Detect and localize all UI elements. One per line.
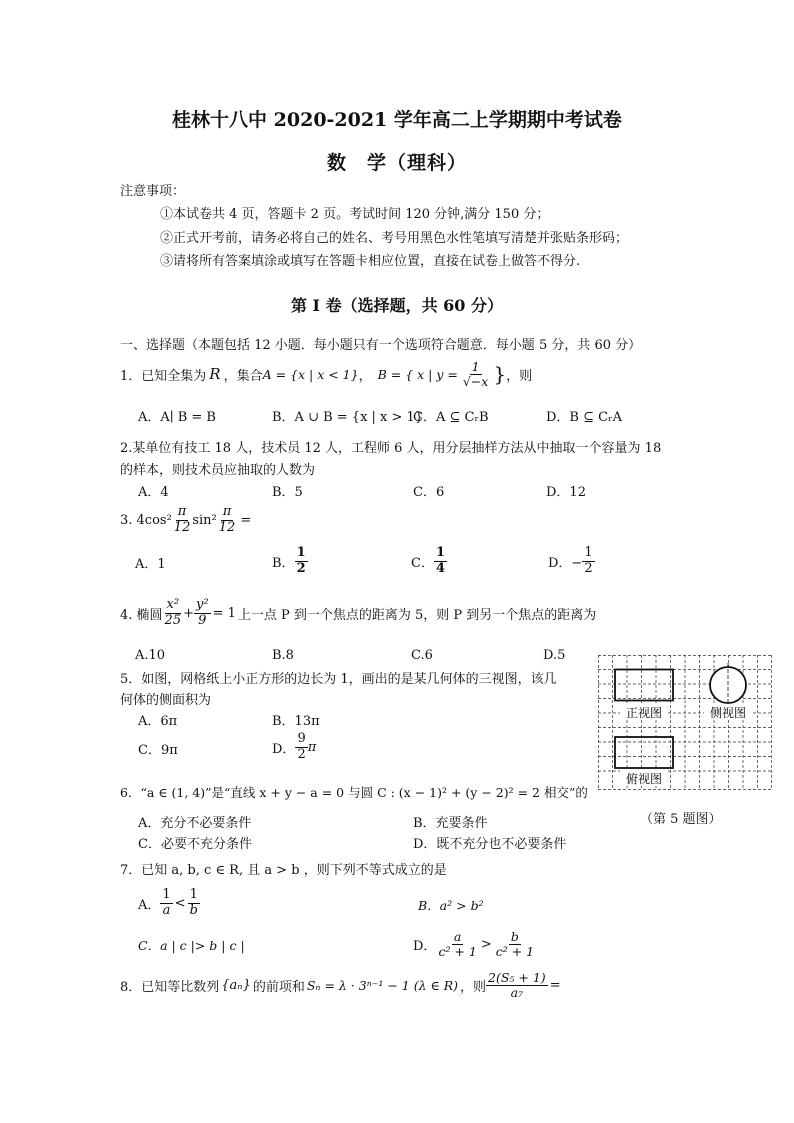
q8-text-a: 8．已知等比数列: [120, 979, 220, 995]
q7-option-c: C．a | c |> b | c |: [138, 938, 245, 953]
q5-line-1: 5．如图，网格纸上小正方形的边长为 1，画出的是某几何体的三视图，该几: [120, 672, 557, 687]
q3-option-a: A．1: [135, 557, 166, 572]
q4-frac-x: [163, 598, 184, 628]
q2-option-b: B．5: [272, 485, 303, 500]
q5-option-c: C．9π: [138, 743, 178, 758]
q1-text-b: ，集合: [223, 368, 263, 384]
side-view-label: 侧视图: [709, 706, 747, 720]
q8-fraction: [486, 971, 548, 1000]
q7-option-d: [413, 926, 536, 962]
q4-text: 上一点 P 到一个焦点的距离为 5，则 P 到另一个焦点的距离为: [237, 607, 597, 623]
q3-sin: sin²: [192, 512, 217, 528]
three-view-figure: [598, 655, 772, 790]
q2-line-2: 的样本，则技术员应抽取的人数为: [120, 463, 316, 478]
q7-gt: >: [480, 936, 492, 952]
q4-option-c: C.6: [411, 648, 433, 663]
q3-c-den: 4: [435, 560, 445, 576]
q6-stem: 6．“a ∈ (1, 4)”是“直线 x + y − a = 0 与圆 C : (x − 1)² + (y − 2)² = 2 相交”的: [120, 785, 588, 800]
q4-option-d: D.5: [543, 648, 566, 663]
q4-y2: y²: [196, 597, 209, 613]
exam-subtitle: 数 学（理科）: [326, 152, 467, 174]
q5-line-2: 何体的侧面积为: [120, 693, 212, 708]
q3-option-c-fraction: [434, 546, 447, 576]
q3-prefix: 3. 4cos²: [120, 512, 172, 528]
q1-text-c: ，则: [506, 368, 533, 384]
q6-option-a: A．充分不必要条件: [138, 816, 252, 831]
q7-option-d-label: D．: [413, 938, 437, 954]
q7-d-frac1: [436, 930, 478, 959]
q8-text-c: ，则: [460, 979, 487, 995]
q1-text-a: 1．已知全集为: [120, 368, 207, 384]
q5-option-d: [272, 729, 316, 765]
q1-option-b: B．A ∪ B = {x | x > 1}: [272, 410, 424, 425]
q5-option-a: A．6π: [138, 714, 178, 729]
exam-title: 桂林十八中 2020-2021 学年高二上学期期中考试卷: [172, 109, 622, 131]
q4-option-b: B.8: [272, 648, 294, 663]
q5-d-den: 2: [297, 746, 306, 762]
q3-equals: =: [240, 512, 252, 528]
q8-num: 2(S₅ + 1): [488, 969, 546, 985]
q3-b-den: 2: [296, 560, 306, 576]
q1-set-b-fraction: [461, 360, 491, 389]
q3-d-num: 1: [584, 545, 593, 561]
q7-d-den1: c² + 1: [438, 943, 477, 959]
q3-b-num: 1: [296, 545, 306, 561]
front-view-rect: [615, 670, 673, 701]
figure-caption: （第 5 题图）: [640, 812, 722, 827]
q5-d-num: 9: [297, 731, 306, 747]
q8-sequence: {aₙ}: [221, 977, 251, 993]
q1-set-b: [378, 360, 506, 389]
q7-d-frac2: [494, 930, 536, 959]
q8-den: a₇: [510, 984, 524, 1000]
q7-a-den1: a: [162, 902, 171, 918]
q1-comma: ，: [358, 368, 372, 384]
q3-frac1-num: π: [177, 504, 187, 520]
q3-frac1-den: 12: [173, 519, 191, 535]
question-3-stem: [120, 502, 251, 538]
q5-d-pi: π: [307, 739, 317, 755]
q3-fraction-2: [217, 505, 238, 535]
q3-frac2-den: 12: [218, 519, 236, 535]
q1-set-a: A = {x | x < 1}: [262, 366, 359, 382]
q1-frac-den: √−x: [462, 373, 489, 389]
q1-set-b-right: }: [493, 362, 507, 386]
q3-option-d-label: D．−: [548, 555, 583, 571]
q7-d-num1: a: [453, 928, 462, 944]
grid-lines: [598, 655, 772, 790]
q3-d-den: 2: [584, 560, 593, 576]
q8-text-b: 的前项和: [252, 979, 305, 995]
note-item-2: ②正式开考前，请务必将自己的姓名、考号用黑色水性笔填写清楚并张贴条形码；: [160, 231, 629, 246]
q3-option-b-label: B．: [272, 555, 295, 571]
q3-fraction-1: [172, 505, 193, 535]
q3-option-b-fraction: [295, 546, 308, 576]
q4-9: 9: [198, 612, 207, 628]
section-intro: 一、选择题（本题包括 12 小题．每小题只有一个选项符合题意．每小题 5 分，共 60 分）: [120, 338, 642, 353]
q3-c-num: 1: [435, 545, 445, 561]
q4-x2: x²: [166, 597, 180, 613]
q4-eq1: = 1: [212, 605, 236, 621]
question-8-stem: [120, 966, 561, 1004]
q2-option-a: A．4: [138, 485, 169, 500]
q7-d-den2: c² + 1: [495, 943, 535, 959]
q5-option-d-fraction: [295, 732, 307, 762]
q5-option-d-label: D．: [272, 741, 296, 757]
q3-option-d: [548, 543, 595, 579]
q1-universal-set: R: [209, 365, 221, 383]
q8-formula: Sₙ = λ · 3ⁿ⁻¹ − 1 (λ ∈ R): [306, 977, 459, 993]
q8-equals: =: [549, 977, 561, 993]
q3-option-c: [411, 543, 447, 579]
q7-option-a-label: A．: [138, 897, 161, 913]
q1-set-b-left: B = { x | y =: [377, 366, 458, 382]
q6-option-b: B．充要条件: [413, 816, 488, 831]
q3-option-b: [272, 543, 308, 579]
q7-a-den2: b: [189, 902, 198, 918]
q6-option-d: D．既不充分也不必要条件: [413, 837, 567, 852]
q1-option-c: C．A ⊆ CᵣB: [413, 410, 489, 425]
q7-option-a: [138, 885, 200, 921]
section-title: 第 I 卷（选择题，共 60 分）: [290, 296, 504, 315]
q1-option-a: A．A∣ B = B: [138, 410, 216, 425]
q7-a-num1: 1: [162, 887, 171, 903]
q3-option-c-label: C．: [411, 555, 434, 571]
q7-a-frac2: [188, 888, 200, 918]
question-1-stem: [120, 356, 532, 392]
q7-a-num2: 1: [189, 887, 198, 903]
top-view-label: 俯视图: [625, 772, 663, 786]
q2-option-d: D．12: [546, 485, 586, 500]
q7-a-frac1: [160, 888, 172, 918]
note-item-3: ③请将所有答案填涂或填写在答题卡相应位置，直接在试卷上做答不得分.: [160, 254, 581, 269]
q1-frac-num: 1: [471, 358, 480, 374]
q7-stem: 7．已知 a, b, c ∈ R, 且 a > b ，则下列不等式成立的是: [120, 863, 447, 878]
q3-frac2-num: π: [222, 504, 232, 520]
q4-option-a: A.10: [135, 648, 166, 663]
front-view-label: 正视图: [625, 706, 663, 720]
q7-lt: <: [174, 895, 186, 911]
q3-option-d-fraction: [582, 546, 594, 576]
q4-prefix: 4. 椭圆: [120, 607, 163, 623]
question-4-stem: [120, 593, 596, 633]
q7-d-num2: b: [510, 928, 519, 944]
notes-heading: 注意事项：: [120, 184, 186, 199]
q4-25: 25: [164, 612, 182, 628]
q6-option-c: C．必要不充分条件: [138, 837, 252, 852]
q4-plus: +: [183, 605, 194, 621]
q4-frac-y: [194, 598, 211, 628]
q7-option-b: B．a² > b²: [418, 898, 484, 913]
q2-option-c: C．6: [413, 485, 445, 500]
q5-option-b: B．13π: [272, 714, 320, 729]
note-item-1: ①本试卷共 4 页，答题卡 2 页。考试时间 120 分钟,满分 150 分；: [160, 207, 550, 222]
q2-line-1: 2.某单位有技工 18 人，技术员 12 人，工程师 6 人，用分层抽样方法从中抽取一个容量为 18: [120, 441, 662, 456]
q1-option-d: D．B ⊆ CᵣA: [546, 410, 622, 425]
